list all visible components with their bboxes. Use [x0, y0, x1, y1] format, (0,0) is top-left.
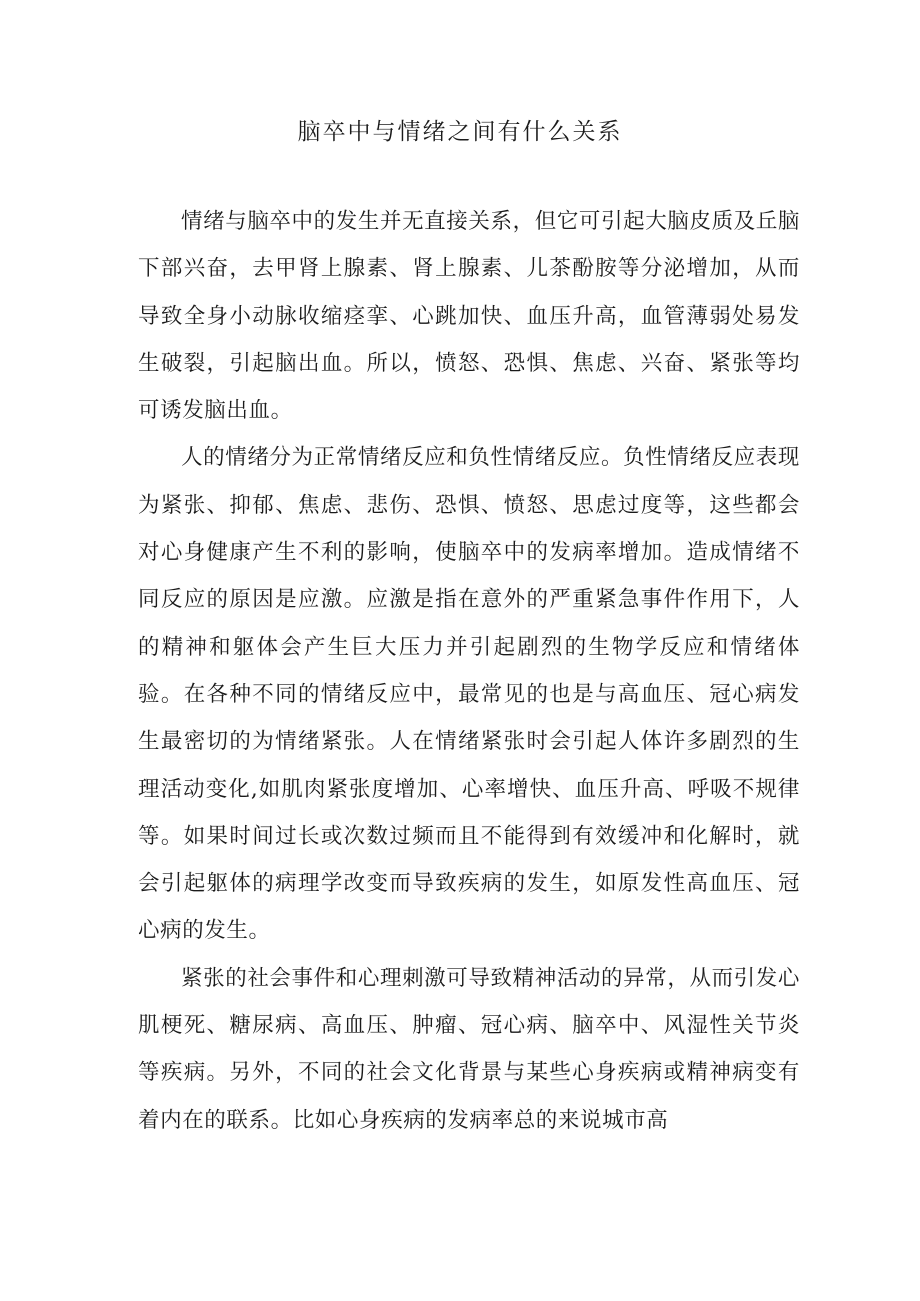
paragraph-3: 紧张的社会事件和心理刺激可导致精神活动的异常，从而引发心肌梗死、糖尿病、高血压、肿瘤、冠心病、脑卒中、风湿性关节炎等疾病。另外，不同的社会文化背景与某些心身疾病或精神病变有着内在的联系。比如心身疾病的发病率总的来说城市高: [138, 965, 800, 1133]
paragraph-2: 人的情绪分为正常情绪反应和负性情绪反应。负性情绪反应表现为紧张、抑郁、焦虑、悲伤、恐惧、愤怒、思虑过度等，这些都会对心身健康产生不利的影响，使脑卒中的发病率增加。造成情绪不同反应的原因是应激。应激是指在意外的严重紧急事件作用下，人的精神和躯体会产生巨大压力并引起剧烈的生物学反应和情绪体验。在各种不同的情绪反应中，最常见的也是与高血压、冠心病发生最密切的为情绪紧张。人在情绪紧张时会引起人体许多剧烈的生理活动变化,如肌肉紧张度增加、心率增快、血压升高、呼吸不规律等。如果时间过长或次数过频而且不能得到有效缓冲和化解时，就会引起躯体的病理学改变而导致疾病的发生，如原发性高血压、冠心病的发生。: [138, 445, 800, 944]
document-body: [138, 198, 800, 1144]
page-title: 脑卒中与情绪之间有什么关系: [297, 119, 623, 145]
paragraph-1: 情绪与脑卒中的发生并无直接关系，但它可引起大脑皮质及丘脑下部兴奋，去甲肾上腺素、肾上腺素、儿茶酚胺等分泌增加，从而导致全身小动脉收缩痉挛、心跳加快、血压升高，血管薄弱处易发生破裂，引起脑出血。所以，愤怒、恐惧、焦虑、兴奋、紧张等均可诱发脑出血。: [138, 209, 800, 424]
